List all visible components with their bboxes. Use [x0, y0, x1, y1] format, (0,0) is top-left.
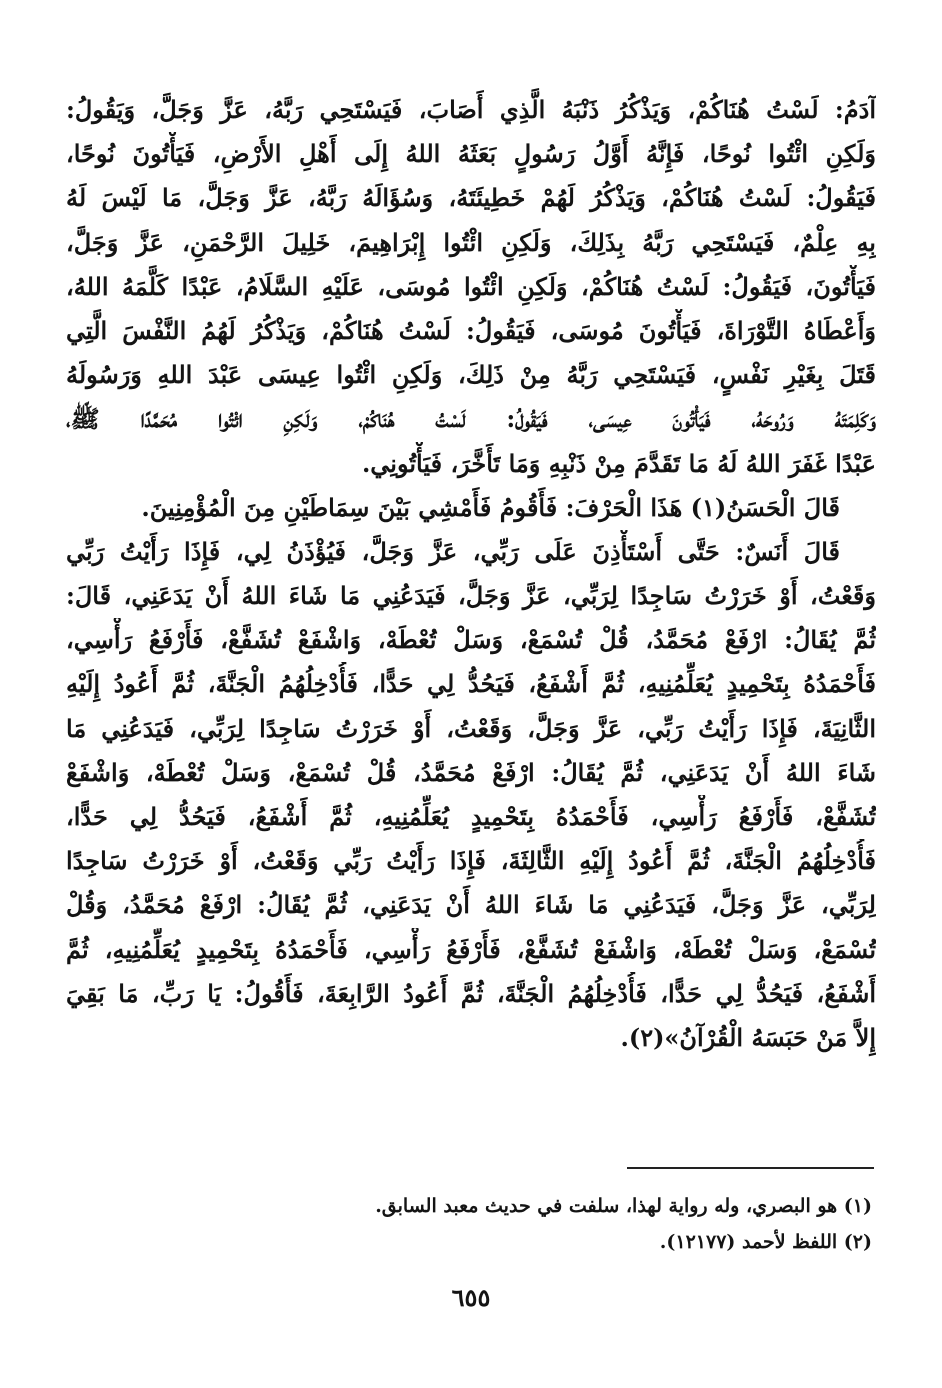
- page-number: ٦٥٥: [451, 1283, 491, 1312]
- paragraph-anas: [66, 530, 876, 1060]
- text-line: بِهِ عِلْمٌ، فَيَسْتَحِي رَبَّهُ بِذَلِكَ، وَلَكِنِ ائْتُوا إِبْرَاهِيمَ، خَلِيلَ الرَّحْمَنِ، عَزَّ وَجَلَّ،: [66, 227, 876, 257]
- paragraph-hasan: [66, 486, 876, 530]
- footnote-1: (١) هو البصري، وله رواية لهذا، سلفت في حديث معبد السابق.: [375, 1195, 872, 1217]
- text-line: وَأَعْطَاهُ التَّوْرَاةَ، فَيَأْتُونَ مُوسَى، فَيَقُولُ: لَسْتُ هُنَاكُمْ، وَيَذْكُرُ لَهُمُ النَّفْسَ الَّتِي: [66, 315, 876, 345]
- paragraph-hadith-prophets: [66, 88, 876, 486]
- main-text: [66, 88, 876, 1060]
- text-line: فَيَأْتُونَ، فَيَقُولُ: لَسْتُ هُنَاكُمْ، وَلَكِنِ ائْتُوا مُوسَى، عَلَيْهِ السَّلَامُ، عَبْدًا كَلَّمَهُ اللهُ،: [66, 271, 876, 301]
- text-line: فَيَقُولُ: لَسْتُ هُنَاكُمْ، وَيَذْكُرُ لَهُمْ خَطِيئَتَهُ، وَسُؤَالَهُ رَبَّهُ، عَزَّ وَجَلَّ، مَا لَيْسَ لَهُ: [66, 183, 876, 213]
- text-line: فَأُدْخِلُهُمُ الْجَنَّةَ، ثُمَّ أَعُودُ إِلَيْهِ الثَّالِثَةَ، فَإِذَا رَأَيْتُ رَبِّي وَقَعْتُ، أَوْ خَرَرْتُ سَاجِدًا: [66, 846, 876, 876]
- text-line: تُسْمَعْ، وَسَلْ تُعْطَهْ، وَاشْفَعْ تُشَفَّعْ، فَأَرْفَعُ رَأْسِي، فَأَحْمَدُهُ بِتَحْمِيدٍ يُعَلِّمُنِيهِ، ثُمَّ: [66, 934, 876, 964]
- text-line: عَبْدًا غَفَرَ اللهُ لَهُ مَا تَقَدَّمَ مِنْ ذَنْبِهِ وَمَا تَأَخَّرَ، فَيَأْتُونِي.: [361, 448, 876, 478]
- text-line: ثُمَّ يُقَالُ: ارْفَعْ مُحَمَّدُ، قُلْ تُسْمَعْ، وَسَلْ تُعْطَهْ، وَاشْفَعْ تُشَفَّعْ، فَأَرْفَعُ رَأْسِي،: [66, 625, 876, 655]
- text-line: الثَّانِيَةَ، فَإِذَا رَأَيْتُ رَبِّي، عَزَّ وَجَلَّ، وَقَعْتُ، أَوْ خَرَرْتُ سَاجِدًا لِرَبِّي، فَيَدَعُنِي مَا: [66, 713, 876, 743]
- text-line: تُشَفَّعْ، فَأَرْفَعُ رَأْسِي، فَأَحْمَدُهُ بِتَحْمِيدٍ يُعَلِّمُنِيهِ، ثُمَّ أَشْفَعُ، فَيَحُدُّ لِي حَدًّا،: [66, 802, 876, 831]
- footnotes: [72, 1188, 872, 1260]
- footnote-2: (٢) اللفظ لأحمد (١٢١٧٧).: [659, 1231, 872, 1253]
- text-line: إِلاَّ مَنْ حَبَسَهُ الْقُرْآنُ»(٢).: [620, 1022, 876, 1052]
- text-line: وَقَعْتُ، أَوْ خَرَرْتُ سَاجِدًا لِرَبِّي، عَزَّ وَجَلَّ، فَيَدَعُنِي مَا شَاءَ اللهُ أَنْ يَدَعَنِي، قَالَ:: [66, 581, 876, 611]
- footnote-divider: [627, 1167, 874, 1169]
- text-line: آدَمُ: لَسْتُ هُنَاكُمْ، وَيَذْكُرُ ذَنْبَهُ الَّذِي أَصَابَ، فَيَسْتَحِي رَبَّهُ، عَزَّ وَجَلَّ، وَيَقُولُ:: [66, 95, 876, 124]
- text-line: قَتَلَ بِغَيْرِ نَفْسٍ، فَيَسْتَحِي رَبَّهُ مِنْ ذَلِكَ، وَلَكِنِ ائْتُوا عِيسَى عَبْدَ اللهِ وَرَسُولَهُ: [66, 360, 876, 390]
- text-line: وَلَكِنِ ائْتُوا نُوحًا، فَإِنَّهُ أَوَّلُ رَسُولٍ بَعَثَهُ اللهُ إِلَى أَهْلِ الأَرْضِ، فَيَأْتُونَ نُوحًا،: [66, 139, 876, 169]
- text-line: فَأَحْمَدُهُ بِتَحْمِيدٍ يُعَلِّمُنِيهِ، ثُمَّ أَشْفَعُ، فَيَحُدُّ لِي حَدًّا، فَأُدْخِلُهُمُ الْجَنَّةَ، ثُمَّ أَعُودُ إِلَيْهِ: [66, 669, 876, 699]
- text-line: قَالَ أَنَسٌ: حَتَّى أَسْتَأْذِنَ عَلَى رَبِّي، عَزَّ وَجَلَّ، فَيُؤْذَنُ لِي، فَإِذَا رَأَيْتُ رَبِّي: [66, 536, 840, 566]
- text-line: قَالَ الْحَسَنُ(١) هَذَا الْحَرْفَ: فَأَقُومُ فَأَمْشِي بَيْنَ سِمَاطَيْنِ مِنَ الْمُؤْمِنِينَ.: [141, 492, 840, 522]
- text-line: أَشْفَعُ، فَيَحُدُّ لِي حَدًّا، فَأُدْخِلُهُمُ الْجَنَّةَ، ثُمَّ أَعُودُ الرَّابِعَةَ، فَأَقُولُ: يَا رَبِّ، مَا بَقِيَ: [66, 978, 876, 1008]
- text-line: لِرَبِّي، عَزَّ وَجَلَّ، فَيَدَعُنِي مَا شَاءَ اللهُ أَنْ يَدَعَنِي، ثُمَّ يُقَالُ: ارْفَعْ مُحَمَّدُ، وَقُلْ: [66, 890, 876, 920]
- text-line: شَاءَ اللهُ أَنْ يَدَعَنِي، ثُمَّ يُقَالُ: ارْفَعْ مُحَمَّدُ، قُلْ تُسْمَعْ، وَسَلْ تُعْطَهْ، وَاشْفَعْ: [66, 757, 876, 787]
- text-line: وَكَلِمَتَهُ وَرُوحَهُ، فَيَأْتُونَ عِيسَى، فَيَقُولُ: لَسْتُ هُنَاكُمْ، وَلَكِنِ ائْتُوا مُحَمَّدًا ﷺ،: [66, 404, 876, 434]
